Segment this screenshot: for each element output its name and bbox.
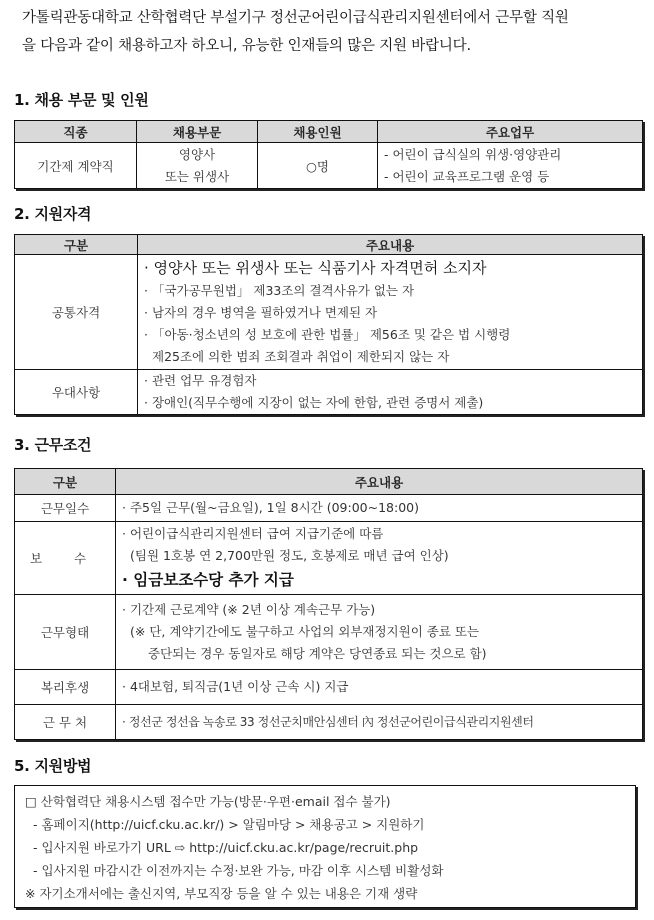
table-row <box>15 670 643 705</box>
content-line: · 장애인(직무수행에 지장이 없는 자에 한함, 관련 증명서 제출) <box>144 395 484 410</box>
content-line: · 4대보험, 퇴직금(1년 이상 근속 시) 지급 <box>122 679 349 694</box>
content-line: 제25조에 의한 범죄 조회결과 취업이 제한되지 않는 자 <box>152 349 450 364</box>
recruitment-table <box>14 120 643 189</box>
header-duties: 주요업무 <box>378 121 643 143</box>
section-3-title: 3. 근무조건 <box>14 436 92 454</box>
row-content <box>116 705 643 740</box>
qualification-table <box>14 234 643 415</box>
section-5-title: 5. 지원방법 <box>14 757 92 775</box>
header-content: 주요내용 <box>116 469 643 495</box>
table-header-row <box>15 469 643 495</box>
content-line: (※ 단, 계약기간에도 불구하고 사업의 외부재정지원이 종료 또는 <box>130 624 480 639</box>
highlight-line: · 임금보조수당 추가 지급 <box>122 571 294 589</box>
content-line: · 관련 업무 유경험자 <box>144 373 257 388</box>
row-content <box>116 495 643 522</box>
content-line: · 영양사 또는 위생사 또는 식품기사 자격면허 소지자 <box>144 259 487 277</box>
table-header-row <box>15 235 643 255</box>
table-row <box>15 522 643 595</box>
table-row <box>15 143 643 189</box>
content-line: · 「아동·청소년의 성 보호에 관한 법률」 제56조 및 같은 법 시행령 <box>144 327 511 342</box>
work-conditions-table <box>14 468 643 740</box>
header-job-type: 직종 <box>15 121 137 143</box>
duty-line: - 어린이 급식실의 위생·영양관리 <box>384 146 562 162</box>
content-line: (팀원 1호봉 연 2,700만원 정도, 호봉제로 매년 급여 인상) <box>130 548 449 563</box>
content-line: □ 산학협력단 채용시스템 접수만 가능(방문·우편·email 접수 불가) <box>25 794 391 809</box>
intro-paragraph <box>22 4 642 60</box>
division-line: 영양사 <box>178 146 216 162</box>
content-line: 중단되는 경우 동일자로 해당 계약은 당연종료 되는 것으로 함) <box>148 646 487 661</box>
content-line: · 정선군 정선읍 녹송로 33 정선군치매안심센터 內 정선군어린이급식관리지원센터 <box>122 715 534 729</box>
header-category: 구분 <box>15 469 116 495</box>
row-label: 근 무 처 <box>15 705 116 740</box>
application-method-box <box>14 785 636 908</box>
row-label: 공통자격 <box>15 255 138 370</box>
header-content: 주요내용 <box>138 235 643 255</box>
division-cell <box>137 143 258 189</box>
table-row <box>15 255 643 370</box>
recruit-url-line[interactable]: - 입사지원 바로가기 URL ⇨ http://uicf.cku.ac.kr/page/recruit.php <box>33 840 419 855</box>
header-division: 채용부문 <box>137 121 258 143</box>
content-line: · 주5일 근무(월~금요일), 1일 8시간 (09:00~18:00) <box>122 500 419 515</box>
row-label: 근무형태 <box>15 595 116 670</box>
table-row <box>15 370 643 415</box>
content-line: - 입사지원 마감시간 이전까지는 수정·보완 가능, 마감 이후 시스템 비활성화 <box>33 863 444 878</box>
row-label: 우대사항 <box>15 370 138 415</box>
duties-cell <box>378 143 643 189</box>
row-content <box>116 670 643 705</box>
row-label <box>15 522 116 595</box>
table-row <box>15 495 643 522</box>
content-line: · 기간제 근로계약 (※ 2년 이상 계속근무 가능) <box>122 602 376 617</box>
row-content <box>138 370 643 415</box>
row-content <box>116 595 643 670</box>
homepage-link-line[interactable]: - 홈페이지(http://uicf.cku.ac.kr/) > 알림마당 > 채용공고 > 지원하기 <box>33 817 425 832</box>
row-content <box>138 255 643 370</box>
content-line: · 「국가공무원법」 제33조의 결격사유가 없는 자 <box>144 283 415 298</box>
row-content <box>116 522 643 595</box>
row-label: 근무일수 <box>15 495 116 522</box>
intro-line-2: 을 다음과 같이 채용하고자 하오니, 유능한 인재들의 많은 지원 바랍니다. <box>22 38 471 54</box>
content-line: · 어린이급식관리지원센터 급여 지급기준에 따름 <box>122 526 384 541</box>
header-category: 구분 <box>15 235 138 255</box>
table-row <box>15 595 643 670</box>
headcount-cell: ○명 <box>258 143 378 189</box>
content-line: · 남자의 경우 병역을 필하였거나 면제된 자 <box>144 305 378 320</box>
row-label-text: 보 수 <box>29 551 101 566</box>
job-type-cell: 기간제 계약직 <box>15 143 137 189</box>
note-line: ※ 자기소개서에는 출신지역, 부모직장 등을 알 수 있는 내용은 기재 생략 <box>25 886 418 901</box>
intro-line-1: 가톨릭관동대학교 산학협력단 부설기구 정선군어린이급식관리지원센터에서 근무할 직원 <box>22 10 569 26</box>
table-header-row <box>15 121 643 143</box>
table-row <box>15 705 643 740</box>
row-label: 복리후생 <box>15 670 116 705</box>
division-line: 또는 위생사 <box>164 168 230 184</box>
duty-line: - 어린이 교육프로그램 운영 등 <box>384 168 550 184</box>
section-1-title: 1. 채용 부문 및 인원 <box>14 91 149 109</box>
section-2-title: 2. 지원자격 <box>14 205 92 223</box>
header-headcount: 채용인원 <box>258 121 378 143</box>
